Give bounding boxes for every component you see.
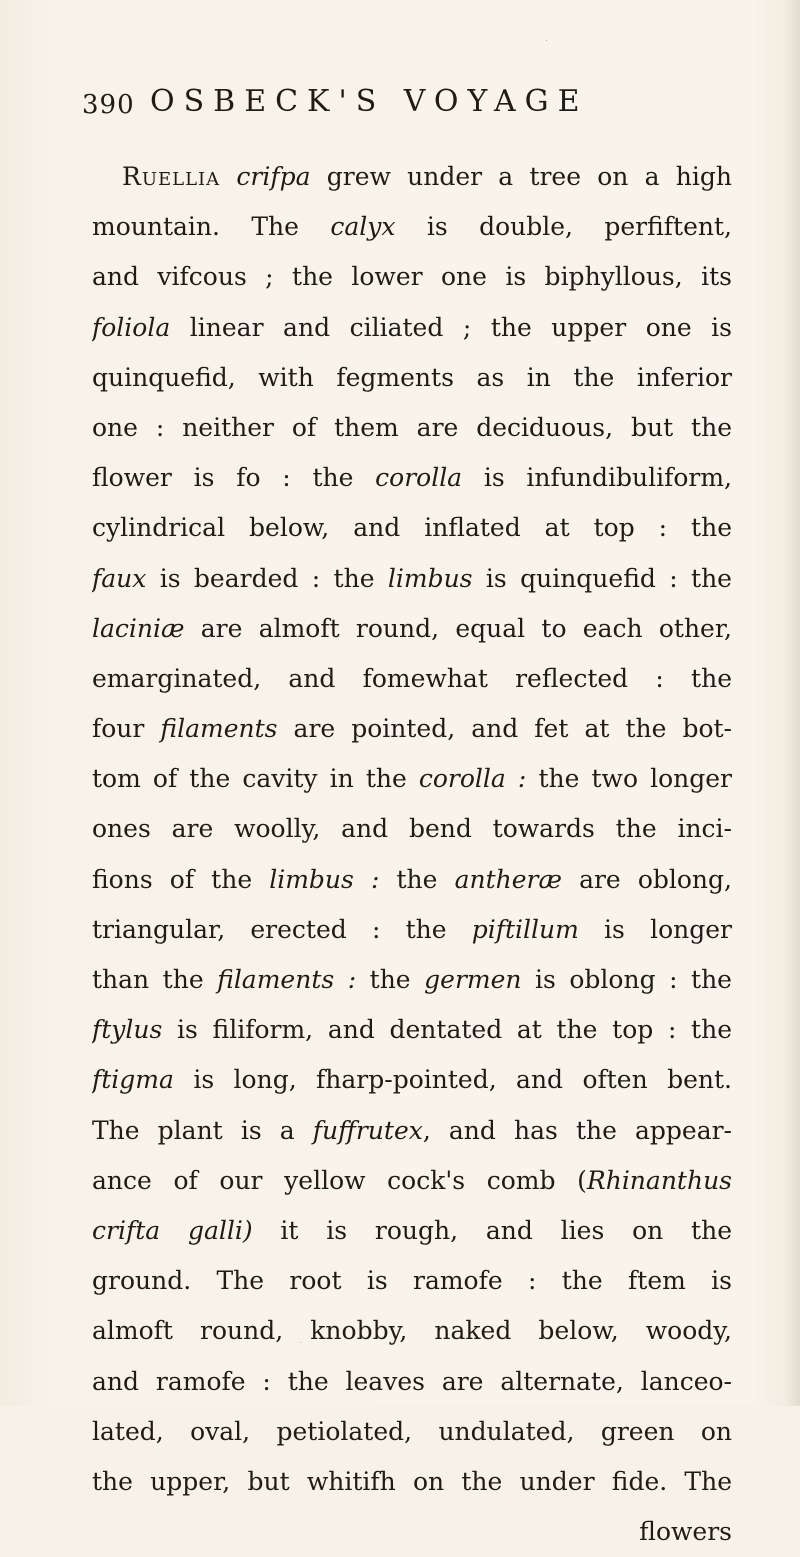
text-run: The plant is a [92, 1115, 313, 1145]
text-run: is quinquefid : the [472, 563, 732, 593]
text-line [92, 453, 732, 503]
text-run: mountain. The [92, 212, 331, 242]
text-run: is longer [578, 914, 732, 944]
text-run: the [356, 965, 425, 994]
italic-term: germen [424, 965, 522, 994]
paper-speck [300, 1342, 301, 1343]
text-run: are almoft round, equal to each other, [184, 613, 732, 643]
text-line [92, 754, 732, 804]
text-line [92, 905, 732, 955]
italic-term: piftillum [471, 914, 579, 944]
text-run: fions of the [92, 864, 270, 894]
italic-term: corolla [375, 463, 463, 493]
text-line [92, 1206, 732, 1256]
italic-term: filaments : [217, 965, 357, 994]
text-run: tom of the cavity in the [92, 764, 419, 794]
text-run: linear and ciliated ; the upper one is [170, 312, 732, 342]
text-run: four [92, 714, 161, 744]
text-line [92, 1055, 732, 1105]
text-line [92, 855, 732, 905]
italic-term: ftigma [92, 1065, 174, 1095]
text-run: ground. The root is ramofe : the ftem is [92, 1266, 732, 1296]
text-run [220, 162, 236, 191]
text-run: is oblong : the [521, 965, 732, 994]
text-run: almoft round, knobby, naked below, woody, [92, 1316, 732, 1346]
text-line [92, 1306, 732, 1356]
text-run: lated, oval, petiolated, undulated, green on [92, 1416, 732, 1446]
italic-term: limbus : [269, 864, 380, 894]
italic-term: faux [92, 563, 147, 593]
text-line [92, 403, 732, 453]
text-run: grew under a tree on a high [310, 162, 732, 191]
italic-term: crifta galli) [92, 1215, 253, 1245]
text-line [92, 1005, 732, 1055]
text-line [92, 202, 732, 252]
text-run: is infundibuliform, [462, 463, 732, 493]
text-line [92, 503, 732, 553]
italic-term: calyx [330, 212, 396, 242]
text-run: triangular, erected : the [92, 914, 472, 944]
text-line [92, 1357, 732, 1407]
text-run: are oblong, [561, 864, 732, 894]
text-run: is bearded : the [146, 563, 388, 593]
text-line [92, 1407, 732, 1457]
italic-term: foliola [92, 312, 171, 342]
italic-term: laciniæ [92, 613, 185, 643]
text-run: , and has the appear- [422, 1115, 732, 1145]
paragraph-text [92, 152, 732, 1557]
text-run: the upper, but whitifh on the under fide. The [92, 1466, 732, 1496]
text-line [92, 252, 732, 302]
text-line [92, 554, 732, 604]
page-edge-shadow [786, 0, 800, 1406]
text-line [92, 1156, 732, 1206]
italic-term: Rhinanthus [586, 1165, 732, 1195]
text-run: than the [92, 965, 218, 994]
text-run: the two longer [526, 764, 732, 794]
text-run: flower is fo : the [92, 463, 376, 493]
catchword: flowers [639, 1517, 732, 1547]
text-line [92, 1457, 732, 1507]
text-line [92, 604, 732, 654]
text-run: quinquefid, with fegments as in the inferior [92, 362, 732, 392]
italic-term: corolla : [418, 764, 527, 794]
text-run: is long, fharp-pointed, and often bent. [173, 1065, 732, 1095]
text-line [92, 654, 732, 704]
text-line [92, 955, 732, 1005]
small-caps-term: Ruellia [122, 162, 221, 191]
text-line [92, 1256, 732, 1306]
text-run: ones are woolly, and bend towards the inci- [92, 814, 732, 844]
text-run: emarginated, and fomewhat reflected : the [92, 663, 732, 693]
text-line [92, 804, 732, 854]
text-run: and ramofe : the leaves are alternate, lanceo- [92, 1366, 732, 1396]
text-run: is double, perfiftent, [395, 212, 732, 242]
paper-speck [546, 40, 547, 41]
running-head [82, 84, 742, 124]
italic-term: antheræ [454, 864, 562, 894]
text-line [92, 152, 732, 202]
text-run: cylindrical below, and inflated at top : the [92, 513, 732, 543]
italic-term: crifpa [236, 162, 311, 191]
italic-term: limbus [387, 563, 473, 593]
text-run: and vifcous ; the lower one is biphyllous, its [92, 262, 732, 292]
italic-term: filaments [160, 714, 278, 744]
italic-term: ftylus [92, 1015, 163, 1045]
text-run: it is rough, and lies on the [252, 1215, 732, 1245]
text-line [92, 704, 732, 754]
text-run: ance of our yellow cock's comb ( [92, 1165, 587, 1195]
text-line [92, 1106, 732, 1156]
text-line [92, 303, 732, 353]
text-run: are pointed, and fet at the bot- [277, 714, 732, 744]
page-number: 390 [82, 90, 135, 120]
text-line [92, 353, 732, 403]
text-run: is filiform, and dentated at the top : the [162, 1015, 732, 1045]
running-head-title: OSBECK'S VOYAGE [150, 84, 589, 119]
italic-term: fuffrutex [312, 1115, 423, 1145]
text-run: one : neither of them are deciduous, but the [92, 412, 732, 442]
text-run: the [379, 864, 455, 894]
